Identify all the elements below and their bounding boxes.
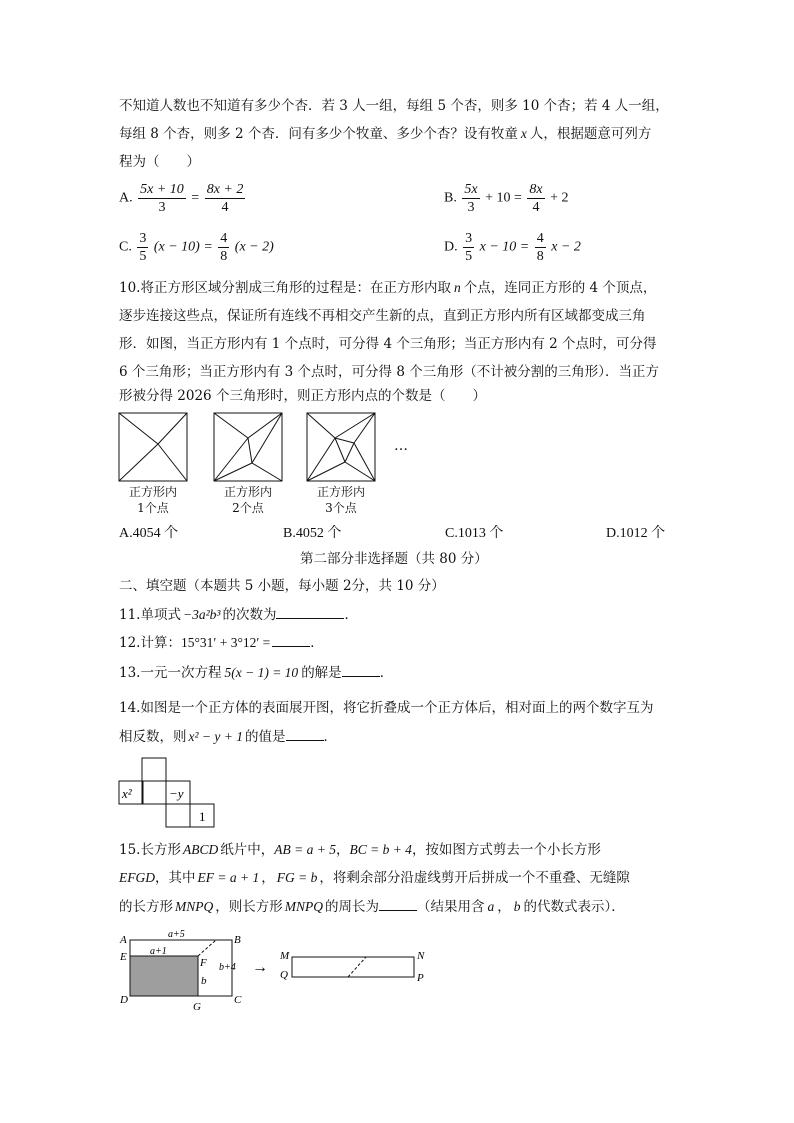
q15-line1 <box>119 840 601 860</box>
frac-numerator: 8x + 2 <box>206 182 244 197</box>
q14-line2-pre: 相反数，则 <box>119 729 187 745</box>
q14-end: ． <box>323 729 338 745</box>
q15-var-b: b <box>513 899 521 914</box>
label-m: M <box>280 950 290 962</box>
q12-answer-blank[interactable] <box>272 632 310 647</box>
q11-end: ． <box>344 607 358 623</box>
frac-denominator: 4 <box>532 200 540 215</box>
q9-var-x: x <box>520 126 527 141</box>
q9-option-b[interactable] <box>444 181 568 216</box>
q10-line1 <box>119 278 656 298</box>
option-c-end: (x − 2) <box>234 239 274 255</box>
q15-mnpq-2: MNPQ <box>284 899 323 914</box>
q15-rectangle-figure <box>116 926 436 1014</box>
q10-line3: 形．如图，当正方形内有 1 个点时，可分得 4 个三角形；当正方形内有 2 个点时，可分得 <box>119 336 657 352</box>
option-d-middle: x − 10 = <box>479 239 530 255</box>
q9-option-b-label: B. <box>444 190 457 206</box>
label-e: E <box>120 951 127 963</box>
q9-option-a[interactable] <box>119 181 247 216</box>
q10-ellipsis: … <box>394 438 408 454</box>
option-d-end: x − 2 <box>551 239 581 255</box>
label-c: C <box>234 994 242 1006</box>
q14-line2 <box>119 726 337 747</box>
caption-line: 正方形内 <box>316 485 365 499</box>
q10-caption-1 <box>113 484 193 516</box>
q13-pre: 13.一元一次方程 <box>119 665 222 681</box>
q10-line4: 6 个三角形；当正方形内有 3 个点时，可分得 8 个三角形（不计被分割的三角形）．当正方 <box>119 364 659 380</box>
q15-line2-mid: ，其中 <box>155 870 196 886</box>
frac-numerator: 3 <box>139 231 147 246</box>
q11-expr: −3a²b³ <box>182 607 221 622</box>
q10-var-n: n <box>453 280 461 295</box>
label-d: D <box>120 994 128 1006</box>
label-n: N <box>417 950 425 962</box>
q14-expr: x² − y + 1 <box>188 729 244 744</box>
frac-denominator: 8 <box>536 249 544 264</box>
q10-option-a[interactable]: A.4054 个 <box>119 526 179 541</box>
option-c-middle: (x − 10) = <box>153 239 213 255</box>
equals-sign: = <box>191 190 200 206</box>
q15-line3-tail: 的代数式表示）． <box>523 899 625 915</box>
q9-option-c-label: C. <box>119 239 132 255</box>
frac-denominator: 4 <box>221 200 229 215</box>
q9-option-a-frac2 <box>205 181 246 216</box>
q12-pre: 12.计算： <box>119 635 181 651</box>
q15-line1-pre: 15.长方形 <box>119 842 181 858</box>
q14-line1: 14.如图是一个正方体的表面展开图，将它折叠成一个正方体后，相对面上的两个数字互为 <box>119 700 654 716</box>
q13-answer-blank[interactable] <box>342 662 380 677</box>
q13-post: 的解是 <box>301 665 342 681</box>
q15-sep2: ， <box>261 870 275 886</box>
frac-numerator: 4 <box>536 231 544 246</box>
caption-line: 2个点 <box>232 501 264 515</box>
q15-mnpq: MNPQ <box>175 899 214 914</box>
cube-cell-neg-y: −y <box>169 786 184 801</box>
frac-denominator: 3 <box>158 200 166 215</box>
q9-line2-text: 每组 8 个杏，则多 2 个杏．问有多少个牧童、多少个杏？设有牧童 <box>119 126 518 142</box>
q11-answer-blank[interactable] <box>276 604 344 619</box>
q15-sep1: ， <box>335 842 350 858</box>
frac-denominator: 5 <box>465 249 473 264</box>
q15-answer-blank[interactable] <box>379 896 417 911</box>
q9-line2 <box>119 124 651 144</box>
q15-line3-pre: 的长方形 <box>119 899 173 915</box>
q15-abcd: ABCD <box>182 842 219 857</box>
part2-title: 第二部分非选择题（共 80 分） <box>300 551 488 567</box>
q9-option-c[interactable] <box>119 230 274 265</box>
q15-line3-mid2: 的周长为 <box>325 899 379 915</box>
q14-answer-blank[interactable] <box>286 726 324 741</box>
q12-end: ． <box>310 635 324 651</box>
label-q: Q <box>280 969 288 981</box>
q9-option-c-frac1 <box>137 230 148 265</box>
caption-line: 1个点 <box>137 501 169 515</box>
q10-caption-2 <box>208 484 288 516</box>
q15-line1-mid: 纸片中， <box>220 842 275 858</box>
label-a-plus-1: a+1 <box>150 946 167 957</box>
q15-line2-end: ，将剩余部分沿虚线剪开后拼成一个不重叠、无缝隙 <box>319 870 630 886</box>
q15-line3 <box>119 896 625 917</box>
frac-denominator: 5 <box>139 249 147 264</box>
label-a: A <box>120 934 127 946</box>
q15-efgd: EFGD <box>119 870 155 885</box>
q13-expr: 5(x − 1) = 10 <box>224 665 299 680</box>
label-f: F <box>200 957 207 969</box>
q9-option-d-frac2 <box>535 230 546 265</box>
mnpq-dashed-line <box>348 957 366 977</box>
q15-var-a: a <box>487 899 495 914</box>
frac-numerator: 3 <box>465 231 473 246</box>
q9-option-b-frac1 <box>462 181 479 216</box>
rect-efgd-shaded <box>130 956 198 996</box>
q9-line2-end: 人，根据题意可列方 <box>529 126 652 142</box>
q10-line1-b: 个点，连同正方形的 4 个顶点， <box>463 280 657 296</box>
cube-cell-x2: x² <box>122 786 132 801</box>
rect-mnpq <box>292 957 414 977</box>
option-b-end: + 2 <box>550 190 569 206</box>
square-one-point <box>119 413 187 481</box>
q15-line3-end: （结果用含 <box>417 899 485 915</box>
frac-numerator: 5x <box>464 182 478 197</box>
q9-option-a-label: A. <box>119 190 133 206</box>
q14-cube-net <box>118 757 222 829</box>
q10-option-d[interactable]: D.1012 个 <box>606 526 666 541</box>
q15-line3-mid: ，则长方形 <box>215 899 283 915</box>
q11-post: 的次数为 <box>222 607 277 623</box>
q12 <box>119 632 324 653</box>
label-b: B <box>234 934 241 946</box>
caption-line: 3个点 <box>325 501 357 515</box>
q9-line1: 不知道人数也不知道有多少个杏．若 3 人一组，每组 5 个杏，则多 10 个杏；若 4 人一组， <box>119 98 669 114</box>
q10-line1-a: 10.将正方形区域分割成三角形的过程是：在正方形内取 <box>119 280 451 296</box>
q11 <box>119 604 358 625</box>
square-two-points <box>214 413 282 481</box>
q9-option-a-frac1 <box>138 181 186 216</box>
q9-option-d-frac1 <box>463 230 474 265</box>
dashed-cut-line <box>198 940 216 956</box>
label-a-plus-5: a+5 <box>168 929 185 940</box>
caption-line: 正方形内 <box>223 485 272 499</box>
q9-option-d[interactable] <box>444 230 581 265</box>
frac-numerator: 4 <box>220 231 228 246</box>
q10-line5: 形被分得 2026 个三角形时，则正方形内点的个数是（ ） <box>119 388 486 404</box>
q13-end: ． <box>379 665 394 681</box>
q15-ef: EF = a + 1 <box>197 870 260 885</box>
option-b-middle: + 10 = <box>485 190 522 206</box>
frac-numerator: 5x + 10 <box>140 182 184 197</box>
q10-caption-3 <box>301 484 381 516</box>
frac-denominator: 3 <box>467 200 475 215</box>
q15-line2 <box>119 868 630 888</box>
label-g: G <box>193 1001 201 1013</box>
q10-figures <box>118 412 418 484</box>
arrow-icon: → <box>252 959 268 976</box>
label-p: P <box>417 972 424 984</box>
q15-ab: AB = a + 5 <box>274 842 336 857</box>
q9-option-b-frac2 <box>527 181 544 216</box>
q9-option-c-frac2 <box>218 230 229 265</box>
label-b-plus-4: b+4 <box>219 962 236 973</box>
label-b-side: b <box>201 975 207 987</box>
q9-option-d-label: D. <box>444 239 458 255</box>
q11-pre: 11.单项式 <box>119 607 181 623</box>
q10-option-c[interactable]: C.1013 个 <box>445 526 504 541</box>
square-three-points <box>307 413 375 481</box>
q10-line2: 逐步连接这些点，保证所有连线不再相交产生新的点，直到正方形内所有区域都变成三角 <box>119 308 646 324</box>
section2-heading: 二、填空题（本题共 5 小题，每小题 2分，共 10 分） <box>119 578 445 594</box>
q15-bc: BC = b + 4 <box>349 842 412 857</box>
q14-line2-post: 的值是 <box>245 729 286 745</box>
q15-line1-end: ，按如图方式剪去一个小长方形 <box>411 842 601 858</box>
q12-expr: 15°31′ + 3°12′ = <box>180 635 271 650</box>
q13 <box>119 662 393 683</box>
caption-line: 正方形内 <box>128 485 177 499</box>
frac-denominator: 8 <box>220 249 228 264</box>
cube-cell-one: 1 <box>199 809 206 824</box>
q9-line3: 程为（ ） <box>119 154 200 170</box>
q10-option-b[interactable]: B.4052 个 <box>283 526 342 541</box>
q15-comma: ， <box>497 899 511 915</box>
frac-numerator: 8x <box>529 182 543 197</box>
q15-fg: FG = b <box>276 870 318 885</box>
